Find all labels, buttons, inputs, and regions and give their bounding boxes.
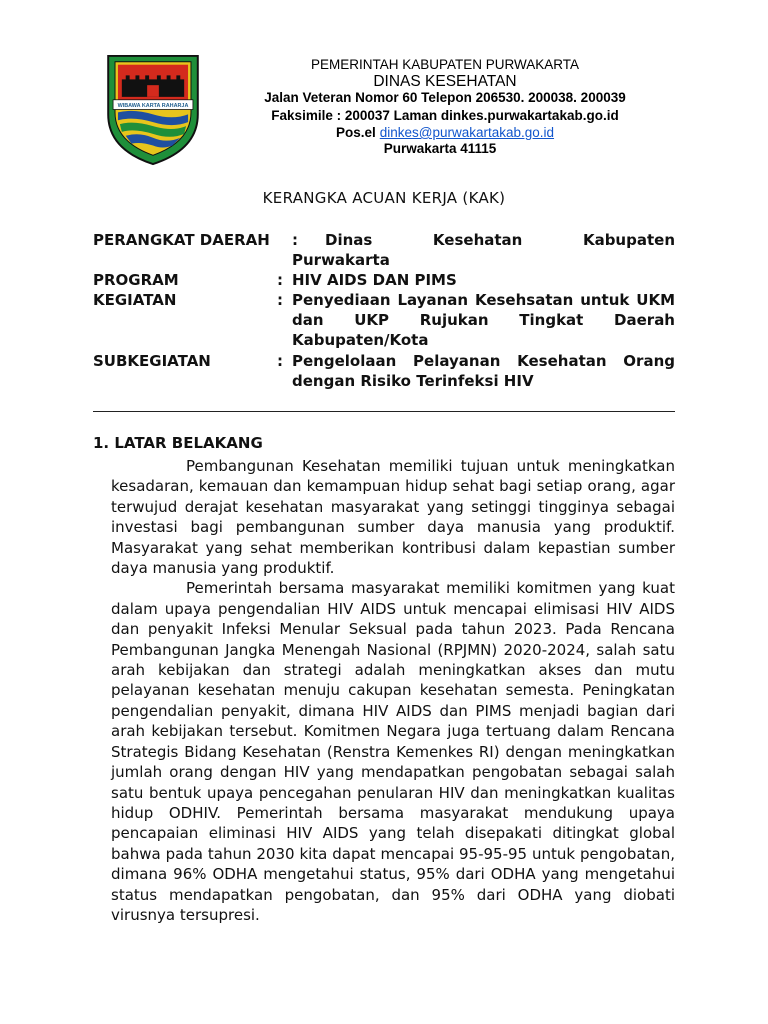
letterhead-fax-website: Faksimile : 200037 Laman dinkes.purwakartakab.go.id	[271, 108, 619, 123]
info-colon: :	[277, 352, 283, 370]
info-value-subkegiatan: Pengelolaan Pelayanan Kesehatan Orang dengan Risiko Terinfeksi HIV	[292, 352, 675, 390]
info-label-kegiatan: KEGIATAN	[93, 291, 177, 309]
info-label-subkegiatan: SUBKEGIATAN	[93, 352, 211, 370]
info-colon: :	[277, 291, 283, 309]
letterhead-agency: DINAS KESEHATAN	[373, 73, 517, 90]
info-value-kegiatan: Penyediaan Layanan Kesehsatan untuk UKM dan UKP Rujukan Tingkat Daerah Kabupaten/Kota	[292, 291, 675, 349]
section-heading-latar-belakang: 1. LATAR BELAKANG	[93, 434, 263, 452]
document-title: KERANGKA ACUAN KERJA (KAK)	[262, 189, 506, 207]
letterhead-government: PEMERINTAH KABUPATEN PURWAKARTA	[310, 57, 580, 72]
email-link[interactable]: dinkes@purwakartakab.go.id	[379, 125, 555, 140]
horizontal-divider	[93, 411, 675, 412]
letterhead-address: Jalan Veteran Nomor 60 Telepon 206530. 200038. 200039	[264, 90, 626, 105]
letterhead-city-postcode: Purwakarta 41115	[383, 141, 497, 156]
section-body-latar-belakang	[111, 456, 675, 925]
info-value-perangkat-line2: Purwakarta	[292, 251, 390, 269]
logo-motto: WIBAWA KARTA RAHARJA	[117, 103, 189, 110]
paragraph-1: Pembangunan Kesehatan memiliki tujuan untuk meningkatkan kesadaran, kemauan dan kemampuan hidup sehat bagi setiap orang, agar terwujud derajat kesehatan masyarakat yang setinggi tingginya sebagai investasi bagi pembangunan sumber daya manusia yang produktif. Masyarakat yang sehat memberikan kontribusi dalam kepastian sumber daya manusia yang produktif.	[111, 457, 675, 578]
paragraph-2: Pemerintah bersama masyarakat memiliki komitmen yang kuat dalam upaya pengendalian HIV AIDS untuk mencapai elimisasi HIV AIDS dan penyakit Infeksi Menular Seksual pada tahun 2023. Pada Rencana Pembangunan Jangka Menengah Nasional (RPJMN) 2020-2024, salah satu arah kebijakan dan strategi adalah meningkatkan akses dan mutu pelayanan kesehatan menuju cakupan kesehatan semesta. Peningkatan pengendalian penyakit, dimana HIV AIDS dan PIMS menjadi bagian dari arah kebijakan tersebut. Komitmen Negara juga tertuang dalam Rencana Strategis Bidang Kesehatan (Renstra Kemenkes RI) dengan meningkatkan jumlah orang dengan HIV yang mendapatkan pengobatan sebagai salah satu bentuk upaya pencegahan penularan HIV dan meningkatkan kualitas hidup ODHIV. Pemerintah bersama masyarakat mendukung upaya pencapaian eliminasi HIV AIDS yang telah disepakati ditingkat global bahwa pada tahun 2030 kita dapat mencapai 95-95-95 untuk pengobatan, dimana 96% ODHA mengetahui status, 95% dari ODHA yang mengetahui status mendapatkan pengobatan, dan 95% dari ODHA yang diobati virusnya tersupresi.	[111, 579, 675, 924]
info-label-program: PROGRAM	[93, 271, 179, 289]
info-value-perangkat-line1: Dinas Kesehatan Kabupaten	[325, 231, 675, 249]
info-label-perangkat-daerah: PERANGKAT DAERAH	[93, 231, 270, 249]
purwakarta-crest-logo	[104, 54, 202, 166]
letterhead-email-line	[205, 125, 685, 140]
info-colon: :	[292, 231, 298, 249]
info-value-program: HIV AIDS DAN PIMS	[292, 271, 457, 289]
info-value-perangkat-daerah	[292, 230, 675, 270]
info-colon: :	[277, 271, 283, 289]
email-label: Pos.el	[335, 125, 376, 140]
